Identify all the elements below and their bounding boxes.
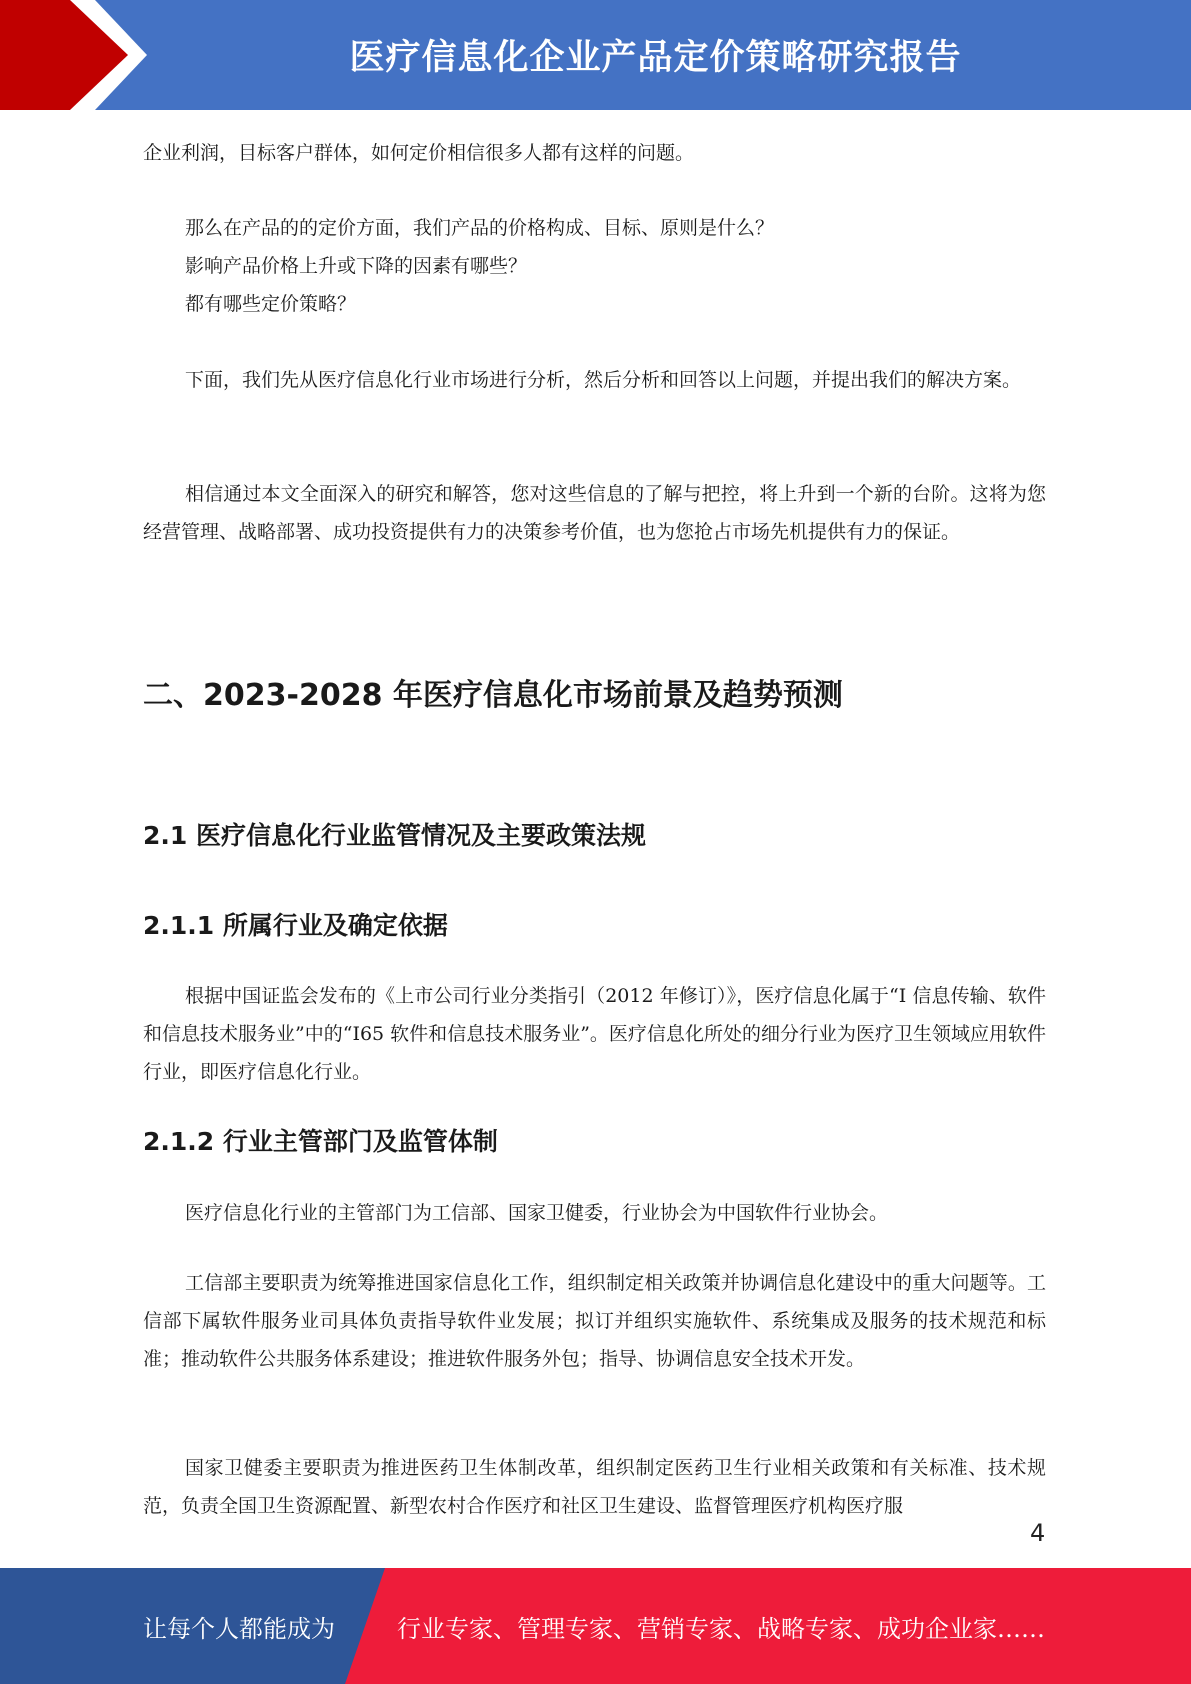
subsection-heading: 2.1 医疗信息化行业监管情况及主要政策法规 bbox=[143, 821, 646, 850]
paragraph-industry-classification: 根据中国证监会发布的《上市公司行业分类指引（2012 年修订）》，医疗信息化属于“I 信息传输、软件和信息技术服务业”中的“I65 软件和信息技术服务业”。医疗信息化所处的细分行业为医疗卫生领域应用软件行业，即医疗信息化行业。 bbox=[143, 985, 1046, 1083]
paragraph-analysis: 下面，我们先从医疗信息化行业市场进行分析，然后分析和回答以上问题，并提出我们的解决方案。 bbox=[185, 369, 1022, 391]
paragraph-conclusion: 相信通过本文全面深入的研究和解答，您对这些信息的了解与把控，将上升到一个新的台阶。这将为您经营管理、战略部署、成功投资提供有力的决策参考价值，也为您抢占市场先机提供有力的保证。 bbox=[143, 483, 1046, 543]
footer-banner bbox=[0, 1568, 1191, 1684]
subsubsection-heading-1: 2.1.1 所属行业及确定依据 bbox=[143, 911, 448, 940]
question-3: 都有哪些定价策略？ bbox=[185, 293, 357, 315]
paragraph-miit: 工信部主要职责为统筹推进国家信息化工作，组织制定相关政策并协调信息化建设中的重大问题等。工信部下属软件服务业司具体负责指导软件业发展；拟订并组织实施软件、系统集成及服务的技术规范和标准；推动软件公共服务体系建设；推进软件服务外包；指导、协调信息安全技术开发。 bbox=[143, 1272, 1046, 1370]
page-number: 4 bbox=[1030, 1519, 1046, 1547]
footer-slogan-left: 让每个人都能成为 bbox=[143, 1614, 335, 1643]
report-title: 医疗信息化企业产品定价策略研究报告 bbox=[349, 38, 962, 78]
question-2: 影响产品价格上升或下降的因素有哪些？ bbox=[185, 255, 528, 277]
question-1: 那么在产品的的定价方面，我们产品的价格构成、目标、原则是什么？ bbox=[185, 217, 775, 239]
paragraph-authorities: 医疗信息化行业的主管部门为工信部、国家卫健委，行业协会为中国软件行业协会。 bbox=[185, 1202, 889, 1224]
header-arrow-decoration bbox=[0, 0, 160, 110]
header-banner bbox=[0, 0, 1191, 110]
footer-slogan-right: 行业专家、管理专家、营销专家、战略专家、成功企业家…… bbox=[397, 1614, 1045, 1643]
section-heading: 二、2023-2028 年医疗信息化市场前景及趋势预测 bbox=[143, 678, 843, 713]
paragraph-nhc: 国家卫健委主要职责为推进医药卫生体制改革，组织制定医药卫生行业相关政策和有关标准、技术规范，负责全国卫生资源配置、新型农村合作医疗和社区卫生建设、监督管理医疗机构医疗服 bbox=[143, 1457, 1046, 1517]
subsubsection-heading-2: 2.1.2 行业主管部门及监管体制 bbox=[143, 1127, 498, 1156]
paragraph-intro: 企业利润，目标客户群体，如何定价相信很多人都有这样的问题。 bbox=[143, 142, 695, 164]
